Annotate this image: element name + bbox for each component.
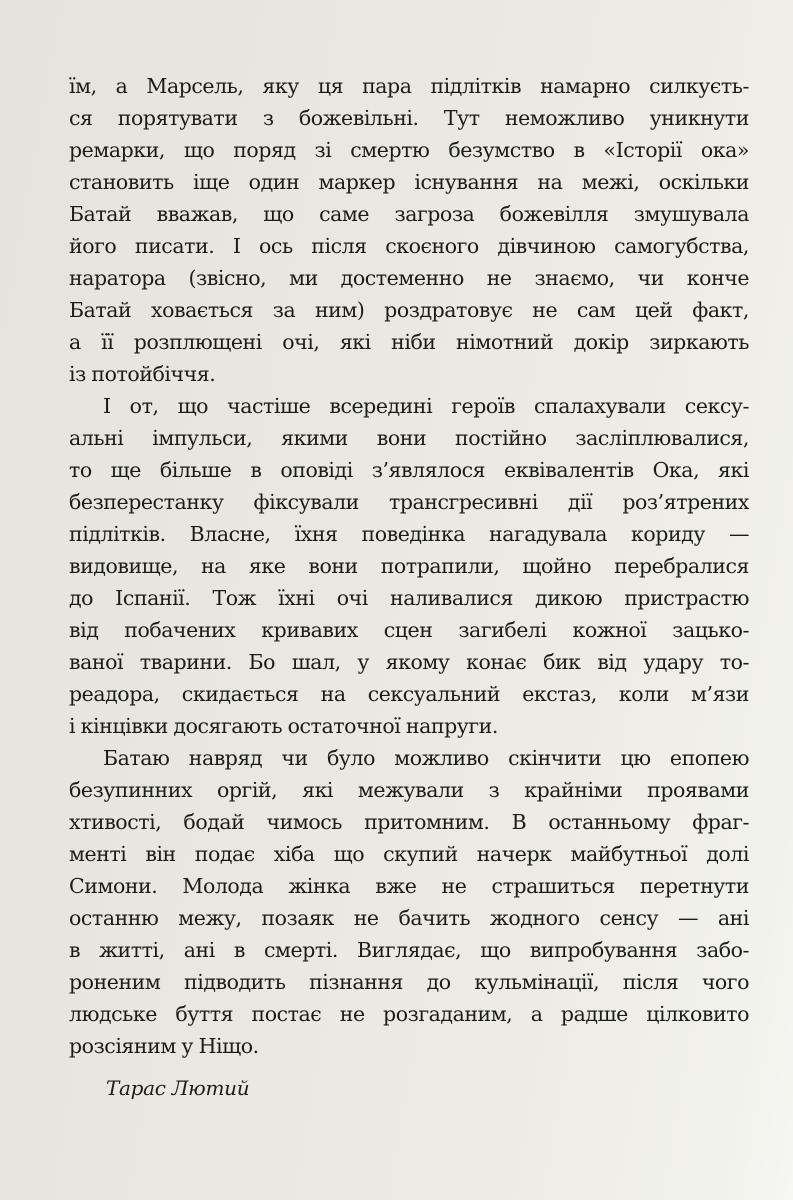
text-line: альні імпульси, якими вони постійно засліплювалися, (69, 426, 749, 450)
text-line: останню межу, позаяк не бачить жодного сенсу — ані (69, 906, 749, 930)
text-line: його писати. І ось після скоєного дівчиною самогубства, (69, 234, 749, 258)
text-line: становить іще один маркер існування на межі, оскільки (69, 170, 749, 194)
text-line: із потойбіччя. (69, 362, 216, 386)
text-line: І от, що частіше всередині героїв спалахували сексу- (103, 394, 749, 418)
text-line: наратора (звісно, ми достеменно не знаємо, чи конче (69, 266, 749, 290)
text-line: ваної тварини. Бо шал, у якому конає бик від удару то- (69, 650, 749, 674)
text-line: до Іспанії. Тож їхні очі наливалися дикою пристрастю (69, 586, 749, 610)
text-line: в житті, ані в смерті. Виглядає, що випробування забо- (69, 938, 749, 962)
text-line: менті він подає хіба що скупий начерк майбутньої долі (69, 842, 749, 866)
text-line: і кінцівки досягають остаточної напруги. (69, 714, 498, 738)
text-line: їм, а Марсель, яку ця пара підлітків намарно силкуєть- (69, 74, 749, 98)
text-line: то ще більше в оповіді з’являлося еквівалентів Ока, які (69, 458, 749, 482)
text-line: хтивості, бодай чимось притомним. В останньому фраг- (69, 810, 749, 834)
text-line: людське буття постає не розгаданим, а радше цілковито (69, 1002, 749, 1026)
text-line: роненим підводить пізнання до кульмінації, після чого (69, 970, 749, 994)
text-line: а її розплющені очі, які ніби німотний докір зиркають (69, 330, 749, 354)
paragraph-1 (69, 70, 749, 390)
text-line: реадора, скидається на сексуальний екстаз, коли м’язи (69, 682, 749, 706)
text-line: підлітків. Власне, їхня поведінка нагадувала кориду — (69, 522, 749, 546)
text-line: ремарки, що поряд зі смертю безумство в «Історії ока» (69, 138, 749, 162)
paragraph-3 (69, 742, 749, 1062)
text-line: безперестанку фіксували трансгресивні дії роз’ятрених (69, 490, 749, 514)
text-line: видовище, на яке вони потрапили, щойно перебралися (69, 554, 749, 578)
text-line: ся порятувати з божевільні. Тут неможливо уникнути (69, 106, 749, 130)
paragraph-2 (69, 390, 749, 742)
text-line: безупинних оргій, які межували з крайніми проявами (69, 778, 749, 802)
body-text (69, 70, 749, 1062)
text-line: Батаю навряд чи було можливо скінчити цю епопею (103, 746, 749, 770)
text-line: розсіяним у Ніщо. (69, 1034, 259, 1058)
author-signature: Тарас Лютий (106, 1076, 250, 1100)
text-line: від побачених кривавих сцен загибелі кожної зацько- (69, 618, 749, 642)
text-line: Симони. Молода жінка вже не страшиться перетнути (69, 874, 749, 898)
text-line: Батай ховається за ним) роздратовує не сам цей факт, (69, 298, 749, 322)
text-line: Батай вважав, що саме загроза божевілля змушувала (69, 202, 749, 226)
